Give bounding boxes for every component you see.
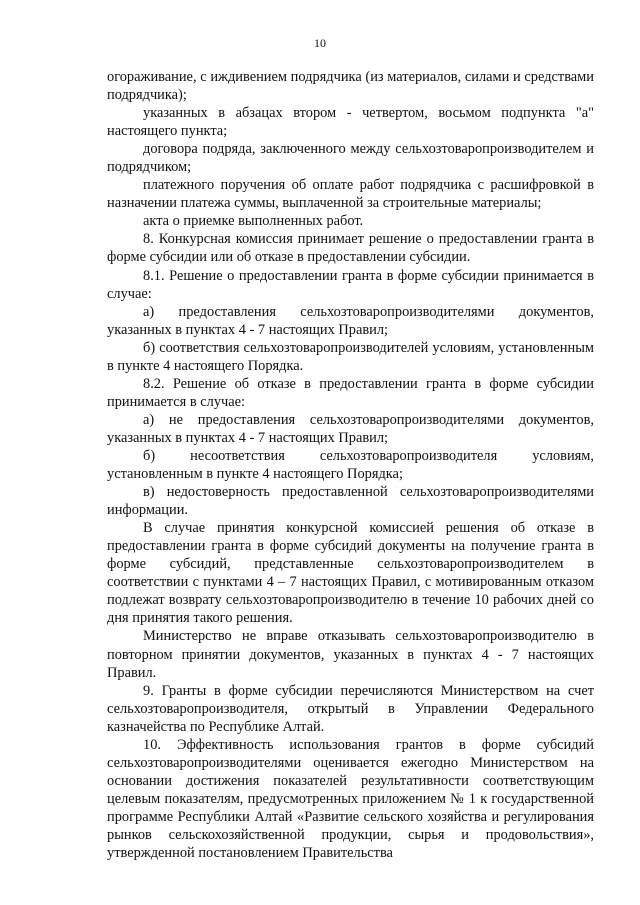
paragraph: В случае принятия конкурсной комиссией решения об отказе в предоставлении гранта в форме субсидий документы на получение гранта в форме субсидий, представленные сельхозтоваропроизводителем в соответствии с пунктами 4 – 7 настоящих Правил, с мотивированным отказом подлежат возврату сельхозтоваропроизводителю в течение 10 рабочих дней со дня принятия такого решения. [107, 520, 594, 627]
paragraph: 8.1. Решение о предоставлении гранта в форме субсидии принимается в случае: [107, 267, 594, 302]
page-number: 10 [314, 36, 326, 50]
paragraph: огораживание, с иждивением подрядчика (из материалов, силами и средствами подрядчика); [107, 69, 594, 104]
paragraph: указанных в абзацах втором - четвертом, восьмом подпункта "а" настоящего пункта; [107, 105, 594, 140]
paragraph: договора подряда, заключенного между сельхозтоваропроизводителем и подрядчиком; [107, 141, 594, 176]
document-body [107, 68, 594, 862]
paragraph: 8.2. Решение об отказе в предоставлении гранта в форме субсидии принимается в случае: [107, 375, 594, 410]
paragraph: акта о приемке выполненных работ. [143, 213, 364, 230]
paragraph: б) несоответствия сельхозтоваропроизводителя условиям, установленным в пункте 4 настоящего Порядка; [107, 447, 594, 483]
paragraph: в) недостоверность предоставленной сельхозтоваропроизводителями информации. [107, 484, 594, 519]
paragraph: платежного поручения об оплате работ подрядчика с расшифровкой в назначении платежа суммы, выплаченной за строительные материалы; [107, 177, 594, 212]
paragraph: а) предоставления сельхозтоваропроизводителями документов, указанных в пунктах 4 - 7 настоящих Правил; [107, 303, 594, 338]
paragraph: Министерство не вправе отказывать сельхозтоваропроизводителю в повторном принятии документов, указанных в пунктах 4 - 7 настоящих Правил. [107, 628, 594, 681]
paragraph: 8. Конкурсная комиссия принимает решение о предоставлении гранта в форме субсидии или об отказе в предоставлении субсидии. [107, 231, 594, 266]
paragraph: б) соответствия сельхозтоваропроизводителей условиям, установленным в пункте 4 настоящего Порядка. [107, 339, 594, 374]
paragraph: а) не предоставления сельхозтоваропроизводителями документов, указанных в пунктах 4 - 7 настоящих Правил; [107, 411, 594, 446]
paragraph: 10. Эффективность использования грантов в форме субсидий сельхозтоваропроизводителями оценивается ежегодно Министерством на основании достижения показателей результативности соответствующим целевым показателям, предусмотренных приложением № 1 к государственной программе Республики Алтай «Развитие сельского хозяйства и регулирования рынков сельскохозяйственной продукции, сырья и продовольствия», утвержденной постановлением Правительства [107, 736, 594, 862]
paragraph: 9. Гранты в форме субсидии перечисляются Министерством на счет сельхозтоваропроизводителя, открытый в Управлении Федерального казначейства по Республике Алтай. [107, 682, 594, 735]
